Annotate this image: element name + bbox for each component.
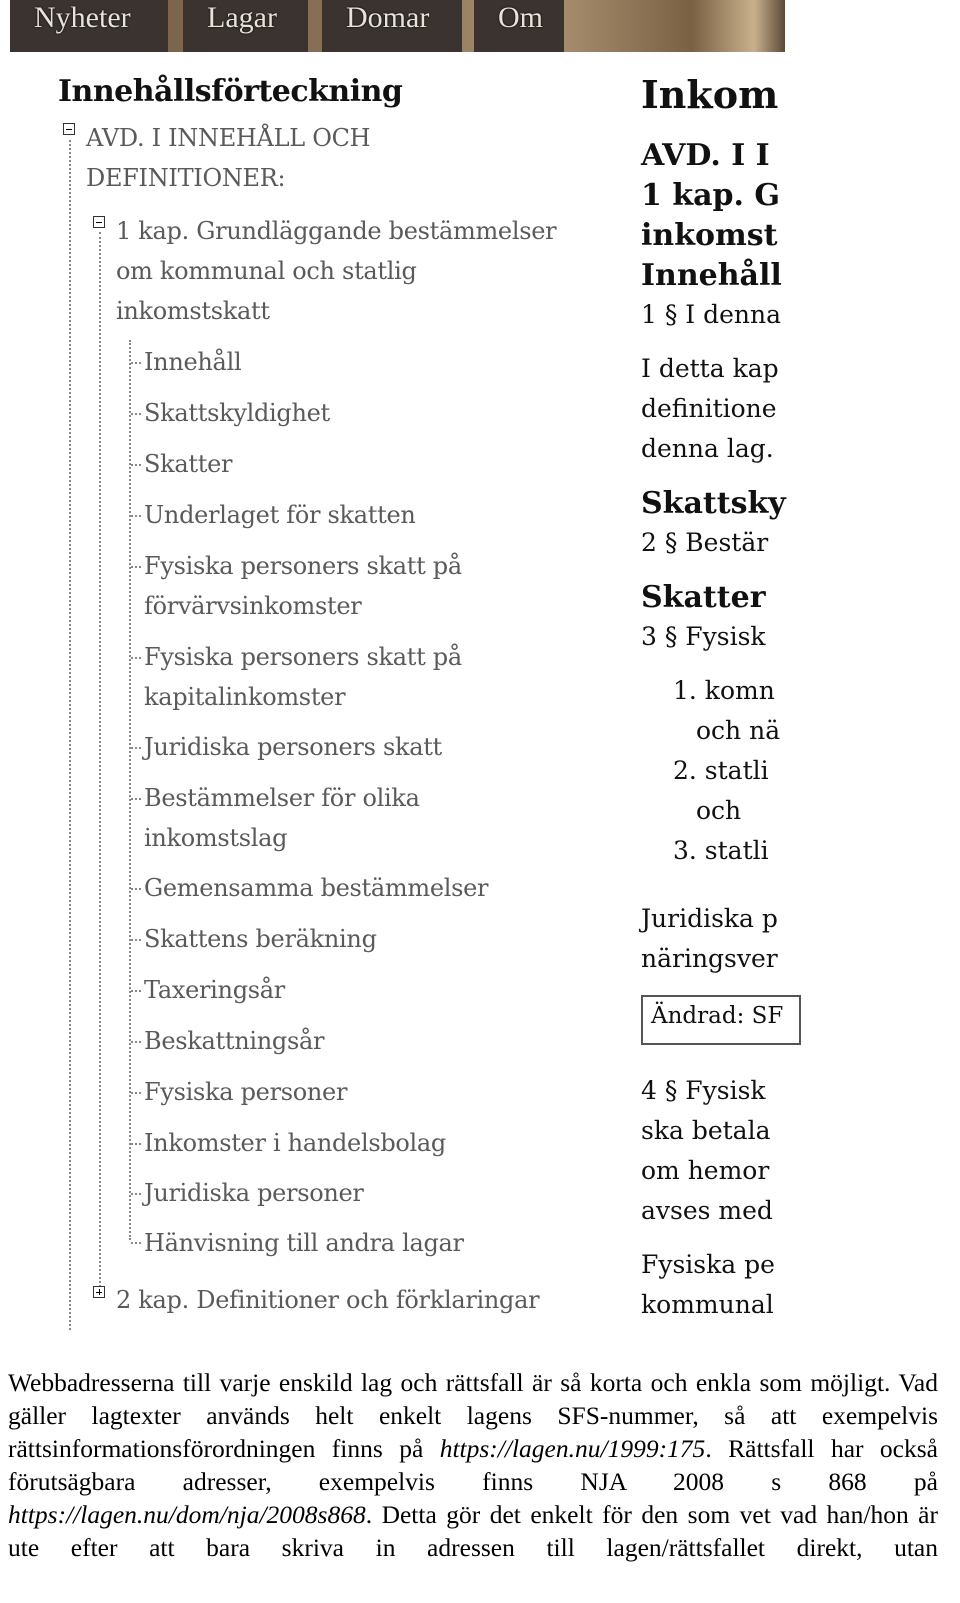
list-line: och — [696, 796, 742, 825]
tree-branch — [131, 413, 141, 415]
tree-branch — [131, 1041, 141, 1043]
toc-title: Innehållsförteckning — [58, 74, 403, 109]
heading: AVD. I I — [641, 138, 770, 173]
paragraph-text: . Detta gör det enkelt för den som vet vad han/hon är ute efter att bara skriva in adressen till lagen/rättsfallet direkt, utan — [8, 1500, 938, 1562]
toc-item[interactable]: Inkomster i handelsbolag — [144, 1129, 446, 1157]
paragraph-line: 2 § Bestär — [641, 528, 769, 557]
nav-tab-domar[interactable]: Domar — [322, 0, 462, 52]
tree-branch — [131, 1242, 141, 1244]
tree-branch — [131, 657, 141, 659]
tree-branch — [131, 1193, 141, 1195]
toc-item-avd-1[interactable]: AVD. I INNEHÅLL OCH DEFINITIONER: — [86, 124, 371, 192]
law-text-column — [641, 0, 786, 1370]
toc-item[interactable]: Juridiska personer — [144, 1179, 364, 1207]
description-paragraph — [8, 1366, 938, 1564]
toc-item[interactable]: Fysiska personers skatt på kapitalinkomster — [144, 643, 462, 711]
tree-branch — [131, 888, 141, 890]
heading: Innehåll — [641, 258, 782, 293]
toc-item[interactable]: Gemensamma bestämmelser — [144, 874, 489, 902]
paragraph-line: kommunal — [641, 1290, 774, 1319]
toc-item[interactable]: Bestämmelser för olika inkomstslag — [144, 784, 420, 852]
tree-line — [69, 140, 71, 1330]
example-url: https://lagen.nu/dom/nja/2008s868 — [8, 1500, 366, 1529]
heading: Skattsky — [641, 486, 786, 521]
paragraph-line: näringsver — [641, 944, 778, 973]
tree-branch — [131, 515, 141, 517]
collapse-icon[interactable] — [93, 216, 105, 228]
nav-tab-lagar[interactable]: Lagar — [183, 0, 308, 52]
heading: Skatter — [641, 580, 766, 615]
paragraph-line: definitione — [641, 394, 777, 423]
tree-branch — [131, 747, 141, 749]
tree-branch — [131, 990, 141, 992]
paragraph-line: Fysiska pe — [641, 1250, 775, 1279]
list-line: och nä — [696, 716, 781, 745]
tree-branch — [131, 1143, 141, 1145]
paragraph-line: om hemor — [641, 1156, 770, 1185]
toc-item[interactable]: Fysiska personer — [144, 1078, 348, 1106]
heading: 1 kap. G — [641, 178, 781, 213]
toc-item[interactable]: Skatter — [144, 450, 233, 478]
toc-item[interactable]: Underlaget för skatten — [144, 501, 416, 529]
tree-line — [129, 340, 131, 1240]
paragraph-line: 3 § Fysisk — [641, 622, 766, 651]
tree-line — [99, 232, 101, 1295]
toc-item[interactable]: Innehåll — [144, 348, 242, 376]
tree-branch — [131, 939, 141, 941]
nav-tab-nyheter[interactable]: Nyheter — [10, 0, 168, 52]
collapse-icon[interactable] — [63, 123, 75, 135]
paragraph-line: 4 § Fysisk — [641, 1076, 766, 1105]
list-line: 2. statli — [673, 756, 769, 785]
toc-item[interactable]: Skattens beräkning — [144, 925, 377, 953]
toc-item[interactable]: Hänvisning till andra lagar — [144, 1229, 464, 1257]
paragraph-line: Juridiska p — [641, 904, 778, 933]
paragraph-line: denna lag. — [641, 434, 774, 463]
paragraph-line: ska betala — [641, 1116, 771, 1145]
list-line: 1. komn — [673, 676, 775, 705]
paragraph-text: Webbadresserna till varje enskild lag och rättsfall är så korta och enkla som möjligt. Vad gäller lagtexter används helt enkelt lagens SFS-nummer, så att exempelvis rättsinformationsförordningen finns på — [8, 1368, 938, 1463]
toc-item-kap-1[interactable]: 1 kap. Grundläggande bestämmelser om kommunal och statlig inkomstskatt — [116, 217, 557, 325]
toc-item[interactable]: Fysiska personers skatt på förvärvsinkomster — [144, 552, 462, 620]
expand-icon[interactable] — [93, 1286, 105, 1298]
tree-branch — [131, 362, 141, 364]
toc-item[interactable]: Skattskyldighet — [144, 399, 330, 427]
tree-branch — [131, 1092, 141, 1094]
toc-item[interactable]: Taxeringsår — [144, 976, 285, 1004]
toc-item-kap-2[interactable]: 2 kap. Definitioner och förklaringar — [116, 1286, 540, 1314]
paragraph-text: . Rättsfall har också förutsägbara adresser, exempelvis finns NJA 2008 s 868 på — [8, 1434, 938, 1496]
law-title: Inkom — [641, 72, 779, 117]
paragraph-line: I detta kap — [641, 354, 779, 383]
example-url: https://lagen.nu/1999:175 — [439, 1434, 706, 1463]
list-line: 3. statli — [673, 836, 769, 865]
amendment-box: Ändrad: SF — [641, 995, 801, 1045]
toc-item[interactable]: Juridiska personers skatt — [144, 733, 442, 761]
nav-tab-om[interactable]: Om — [474, 0, 564, 52]
tree-branch — [131, 464, 141, 466]
toc-item[interactable]: Beskattningsår — [144, 1027, 325, 1055]
tree-branch — [131, 566, 141, 568]
paragraph-line: avses med — [641, 1196, 773, 1225]
heading: inkomst — [641, 218, 778, 253]
tree-branch — [131, 798, 141, 800]
paragraph-line: 1 § I denna — [641, 300, 782, 329]
